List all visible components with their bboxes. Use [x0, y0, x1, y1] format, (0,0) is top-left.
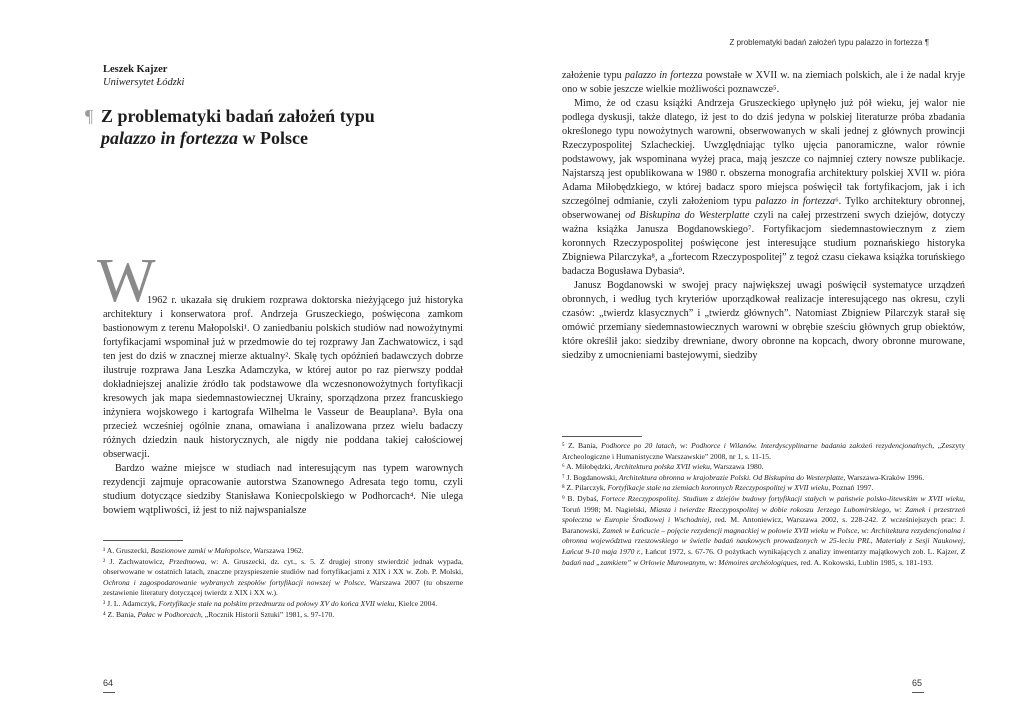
paragraph: Janusz Bogdanowski w swojej pracy największej uwagi poświęcił systematyce urządzeń obronnych, i według tych kryteriów uporządkował realizacje interesującego nas okresu, czyli czasów: „twierdz klasycznych” i „twierdz głównych”. Natomiast Zbigniew Pilarczyk starał się omówić przemiany siedemnastowiecznych warowni w obrębie sześciu głównych grup obiektów, które określił jako: siedziby drewniane, dwory obronne na kopcach, dwory obronne murowane, siedziby z umocnieniami bastejowymi, siedziby [562, 280, 965, 361]
footnote: ¹ A. Gruszecki, Bastionowe zamki w Małopolsce, Warszawa 1962. [103, 546, 304, 555]
left-footnotes [103, 546, 463, 620]
paragraph: założenie typu palazzo in fortezza powstałe w XVII w. na ziemiach polskich, ale i że nadal kryje ono w sobie jeszcze wielkie możliwości poznawcze⁵. [562, 70, 965, 95]
title-rest: w Polsce [238, 128, 309, 148]
title-italic: palazzo in fortezza [101, 128, 239, 148]
first-line: 1962 r. ukazała się drukiem rozprawa doktorska nieżyjącego już [147, 295, 421, 306]
right-page [512, 0, 1024, 723]
page-number: 64 [103, 678, 114, 688]
right-footnotes [562, 441, 965, 568]
title-line-1: Z problematyki badań założeń typu [101, 106, 375, 126]
footnote: ⁹ B. Dybaś, Fortece Rzeczypospolitej. Studium z dziejów budowy fortyfikacji stałych w państwie polsko-litewskim w XVII wieku, Toruń 1998; M. Nagielski, Miasta i twierdze Rzeczypospolitej w dobie rokoszu Jerzego Lubomirskiego, w: Zamek i przestrzeń społeczna w Europie Środkowej i Wschodniej, red. M. Antoniewicz, Warszawa 2002, s. 228-242. Z wcześniejszych prac: J. Baranowski, Zamek w Łańcucie – pojęcie rezydencji magnackiej w połowie XVII wieku w Polsce, w: Architektura rezydencjonalna i obronna województwa rzeszowskiego w świetle badań naukowych prowadzonych w 25-leciu PRL, Materiały z Sesji Naukowej, Łańcut 9-10 maja 1970 r., Łańcut 1972, s. 67-76. O pożytkach wynikających z analizy inwentarzy majątkowych zob. L. Kajzer, Z badań nad „zamkiem” w Orłowie Murowanym, w: Mémoires archéologiques, red. A. Kokowski, Lublin 1985, s. 181-193. [562, 493, 965, 567]
title-line-2 [85, 127, 445, 149]
footnote: ⁷ J. Bogdanowski, Architektura obronna w krajobrazie Polski. Od Biskupina do Westerplatte, Warszawa-Kraków 1996. [562, 472, 925, 482]
paragraph: Bardzo ważne miejsce w studiach nad interesującym nas typem warownych rezydencji zajmuje opracowanie autorstwa Szanownego Adresata tego tomu, czyli studium dotyczące siedziby Stanisława Koniecpolskiego w Podhorcach⁴. Nie ulega bowiem wątpliwości, iż jest to niż najwspanialsze [103, 463, 463, 516]
drop-cap: W [97, 247, 156, 315]
footnote-rule [562, 436, 642, 437]
footnote: ³ J. L. Adamczyk, Fortyfikacje stałe na polskim przedmurzu od połowy XV do końca XVII wieku, Kielce 2004. [103, 598, 438, 608]
running-head: Z problematyki badań założeń typu palazzo in fortezza ¶ [729, 38, 929, 47]
page-number: 65 [912, 678, 923, 688]
paragraph-rest: historyka architektury i konserwatora prof. Andrzeja Gruszeckiego, poświęcona zamkom bastionowym z terenu Małopolski¹. O zaniedbaniu polskich studiów nad nowożytnymi fortyfikacjami wspominał już w przedmowie do tej rozprawy Jan Zachwatowicz, i sąd ten jest do dziś w znacznej mierze aktualny². Skalę tych opóźnień badawczych dobrze ilustruje rozprawa Jana Leszka Adamczyka, w której autor po raz pierwszy poddał dokładniejszej analizie źródło tak podstawowe dla wczesnonowożytnych fortyfikacji kresowych jak mapa siedemnastowiecznej Ukrainy, sporządzona przez francuskiego inżyniera wojskowego i kartografa Wilhelma le Vasseur de Beauplana³. Była ona przecież wcześniej ogólnie znana, omawiana i analizowana przez wielu badaczy różnych dziedzin nauk historycznych, ale nigdy nie poddana takiej całościowej obserwacji. [103, 295, 463, 460]
page-number-rule [912, 692, 924, 693]
author-affiliation: Uniwersytet Łódzki [103, 77, 185, 88]
footnote: ⁴ Z. Bania, Pałac w Podhorcach, „Rocznik Historii Sztuki” 1981, s. 97-170. [103, 609, 335, 619]
paragraph [103, 294, 463, 462]
article-title [85, 105, 445, 149]
author-block [103, 63, 184, 89]
footnote: ⁶ A. Miłobędzki, Architektura polska XVII wieku, Warszawa 1980. [562, 462, 764, 472]
left-body-text [103, 294, 463, 518]
author-name: Leszek Kajzer [103, 64, 168, 75]
footnote: ⁸ Z. Pilarczyk, Fortyfikacje stałe na ziemiach koronnych Rzeczypospolitej w XVII wieku, Poznań 1997. [562, 483, 874, 493]
footnote-rule [103, 540, 183, 541]
footnote: ⁵ Z. Bania, Podhorce po 20 latach, w: Podhorce i Wilanów. Interdyscyplinarne badania założeń rezydencjonalnych, „Zeszyty Archeologiczne i Humanistyczne Warszawskie” 2008, nr 1, s. 11-15. [562, 441, 965, 461]
right-body-text [562, 69, 965, 363]
footnote: ² J. Zachwatowicz, Przedmowa, w: A. Gruszecki, dz. cyt., s. 5. Z drugiej strony stwierdzić jednak wypada, obserwowane w ostatnich latach, znaczne przyspieszenie studiów nad fortyfikacjami z XIX i XX w. Zob. P. Molski, Ochrona i zagospodarowanie wybranych zespołów fortyfikacji nowszej w Polsce, Warszawa 2007 (tu obszerne zestawienie literatury dotyczącej twierdz z XIX i XX w.). [103, 556, 463, 598]
page-number-rule [103, 692, 115, 693]
paragraph: Mimo, że od czasu książki Andrzeja Gruszeckiego upłynęło już pół wieku, jej walor nie podlega dyskusji, także dlatego, iż jest to do dziś jedyna w polskiej literaturze próba zbadania określonego typu nowożytnych warowni, obserwowanych w skali jednej z głównych prowincji Rzeczypospolitej Szlacheckiej. Uwzględniając tylko ujęcia panoramiczne, walor równie podstawowy, jak wspominana wyżej praca, mają jeszcze co najmniej cztery nowsze publikacje. Najstarszą jest opublikowana w 1980 r. obszerna monografia architektury polskiej XVII w. pióra Adama Miłobędzkiego, w której badacz sporo miejsca poświęcił tak fortyfikacjom, jak i ich szczególnej odmianie, czyli założeniom typu palazzo in fortezza⁶. Tylko architektury obronnej, obserwowanej od Biskupina do Westerplatte czyli na całej przestrzeni swych dziejów, dotyczy ważna książka Janusza Bogdanowskiego⁷. Fortyfikacjom siedemnastowiecznym z ziem koronnych Rzeczypospolitej poświęcone jest interesujące studium poznańskiego historyka Zbigniewa Pilarczyka⁸, a „fortecom Rzeczypospolitej” z tegoż czasu ciekawa książka toruńskiego badacza Bogusława Dybasia⁹. [562, 98, 966, 277]
pilcrow-icon: ¶ [85, 106, 94, 126]
